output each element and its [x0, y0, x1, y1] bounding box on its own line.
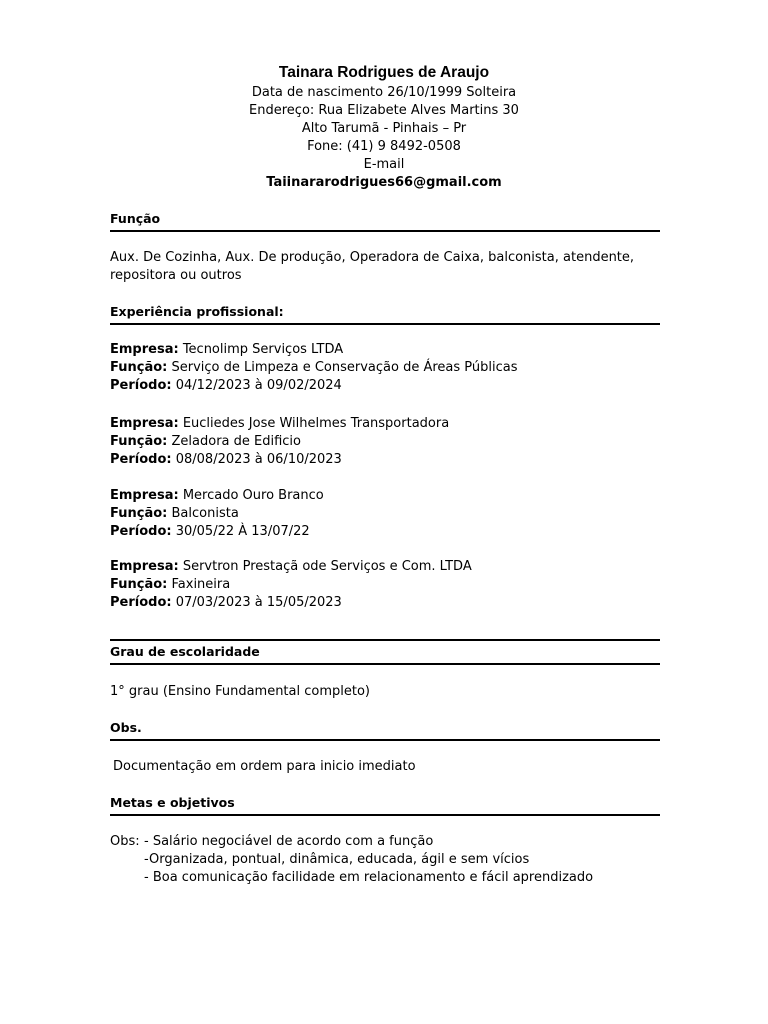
resume-header [0, 62, 768, 192]
job-entry [110, 341, 660, 395]
funcao-label: Função: [110, 506, 168, 521]
job-entry [110, 558, 660, 612]
job-empresa: Eucliedes Jose Wilhelmes Transportadora [182, 416, 450, 431]
funcao-label: Função: [110, 434, 168, 449]
section-title-funcao: Função [110, 211, 660, 232]
job-empresa: Tecnolimp Serviços LTDA [182, 342, 344, 357]
job-empresa: Servtron Prestaçã ode Serviços e Com. LTDA [182, 559, 472, 574]
funcao-label: Função: [110, 577, 168, 592]
periodo-label: Período: [110, 524, 172, 539]
empresa-label: Empresa: [110, 559, 179, 574]
job-funcao: Faxineira [171, 577, 231, 592]
metas-lead: Obs: [110, 834, 140, 849]
metas-item: - Boa comunicação facilidade em relacionamento e fácil aprendizado [144, 870, 594, 885]
job-funcao: Balconista [171, 506, 239, 521]
funcao-label: Função: [110, 360, 168, 375]
job-periodo: 04/12/2023 à 09/02/2024 [175, 378, 342, 393]
escolaridade-text: 1° grau (Ensino Fundamental completo) [110, 684, 370, 699]
job-funcao: Zeladora de Edificio [171, 434, 301, 449]
address: Endereço: Rua Elizabete Alves Martins 30 [249, 103, 519, 118]
metas-list [110, 833, 670, 887]
periodo-label: Período: [110, 452, 172, 467]
district: Alto Tarumã - Pinhais – Pr [301, 121, 467, 136]
metas-item: -Organizada, pontual, dinâmica, educada, ágil e sem vícios [144, 852, 530, 867]
section-title-experiencia: Experiência profissional: [110, 304, 660, 325]
job-entry [110, 415, 660, 469]
birth-date: Data de nascimento 26/10/1999 Solteira [251, 85, 517, 100]
periodo-label: Período: [110, 595, 172, 610]
section-title-metas: Metas e objetivos [110, 795, 660, 816]
section-title-escolaridade: Grau de escolaridade [110, 639, 660, 665]
candidate-name: Tainara Rodrigues de Araujo [278, 64, 490, 81]
job-periodo: 30/05/22 À 13/07/22 [175, 524, 310, 539]
section-title-obs: Obs. [110, 720, 660, 741]
periodo-label: Período: [110, 378, 172, 393]
email-address: Taiinararodrigues66@gmail.com [266, 175, 502, 190]
job-periodo: 08/08/2023 à 06/10/2023 [175, 452, 342, 467]
job-periodo: 07/03/2023 à 15/05/2023 [175, 595, 342, 610]
job-empresa: Mercado Ouro Branco [182, 488, 324, 503]
empresa-label: Empresa: [110, 416, 179, 431]
job-funcao: Serviço de Limpeza e Conservação de Áreas Públicas [171, 360, 518, 375]
job-entry [110, 487, 660, 541]
funcao-text: Aux. De Cozinha, Aux. De produção, Operadora de Caixa, balconista, atendente, repositora ou outros [110, 250, 635, 283]
obs-text: Documentação em ordem para inicio imediato [113, 759, 416, 774]
empresa-label: Empresa: [110, 342, 179, 357]
phone: Fone: (41) 9 8492-0508 [307, 139, 461, 154]
empresa-label: Empresa: [110, 488, 179, 503]
email-label: E-mail [363, 157, 405, 172]
metas-item: - Salário negociável de acordo com a função [144, 834, 434, 849]
